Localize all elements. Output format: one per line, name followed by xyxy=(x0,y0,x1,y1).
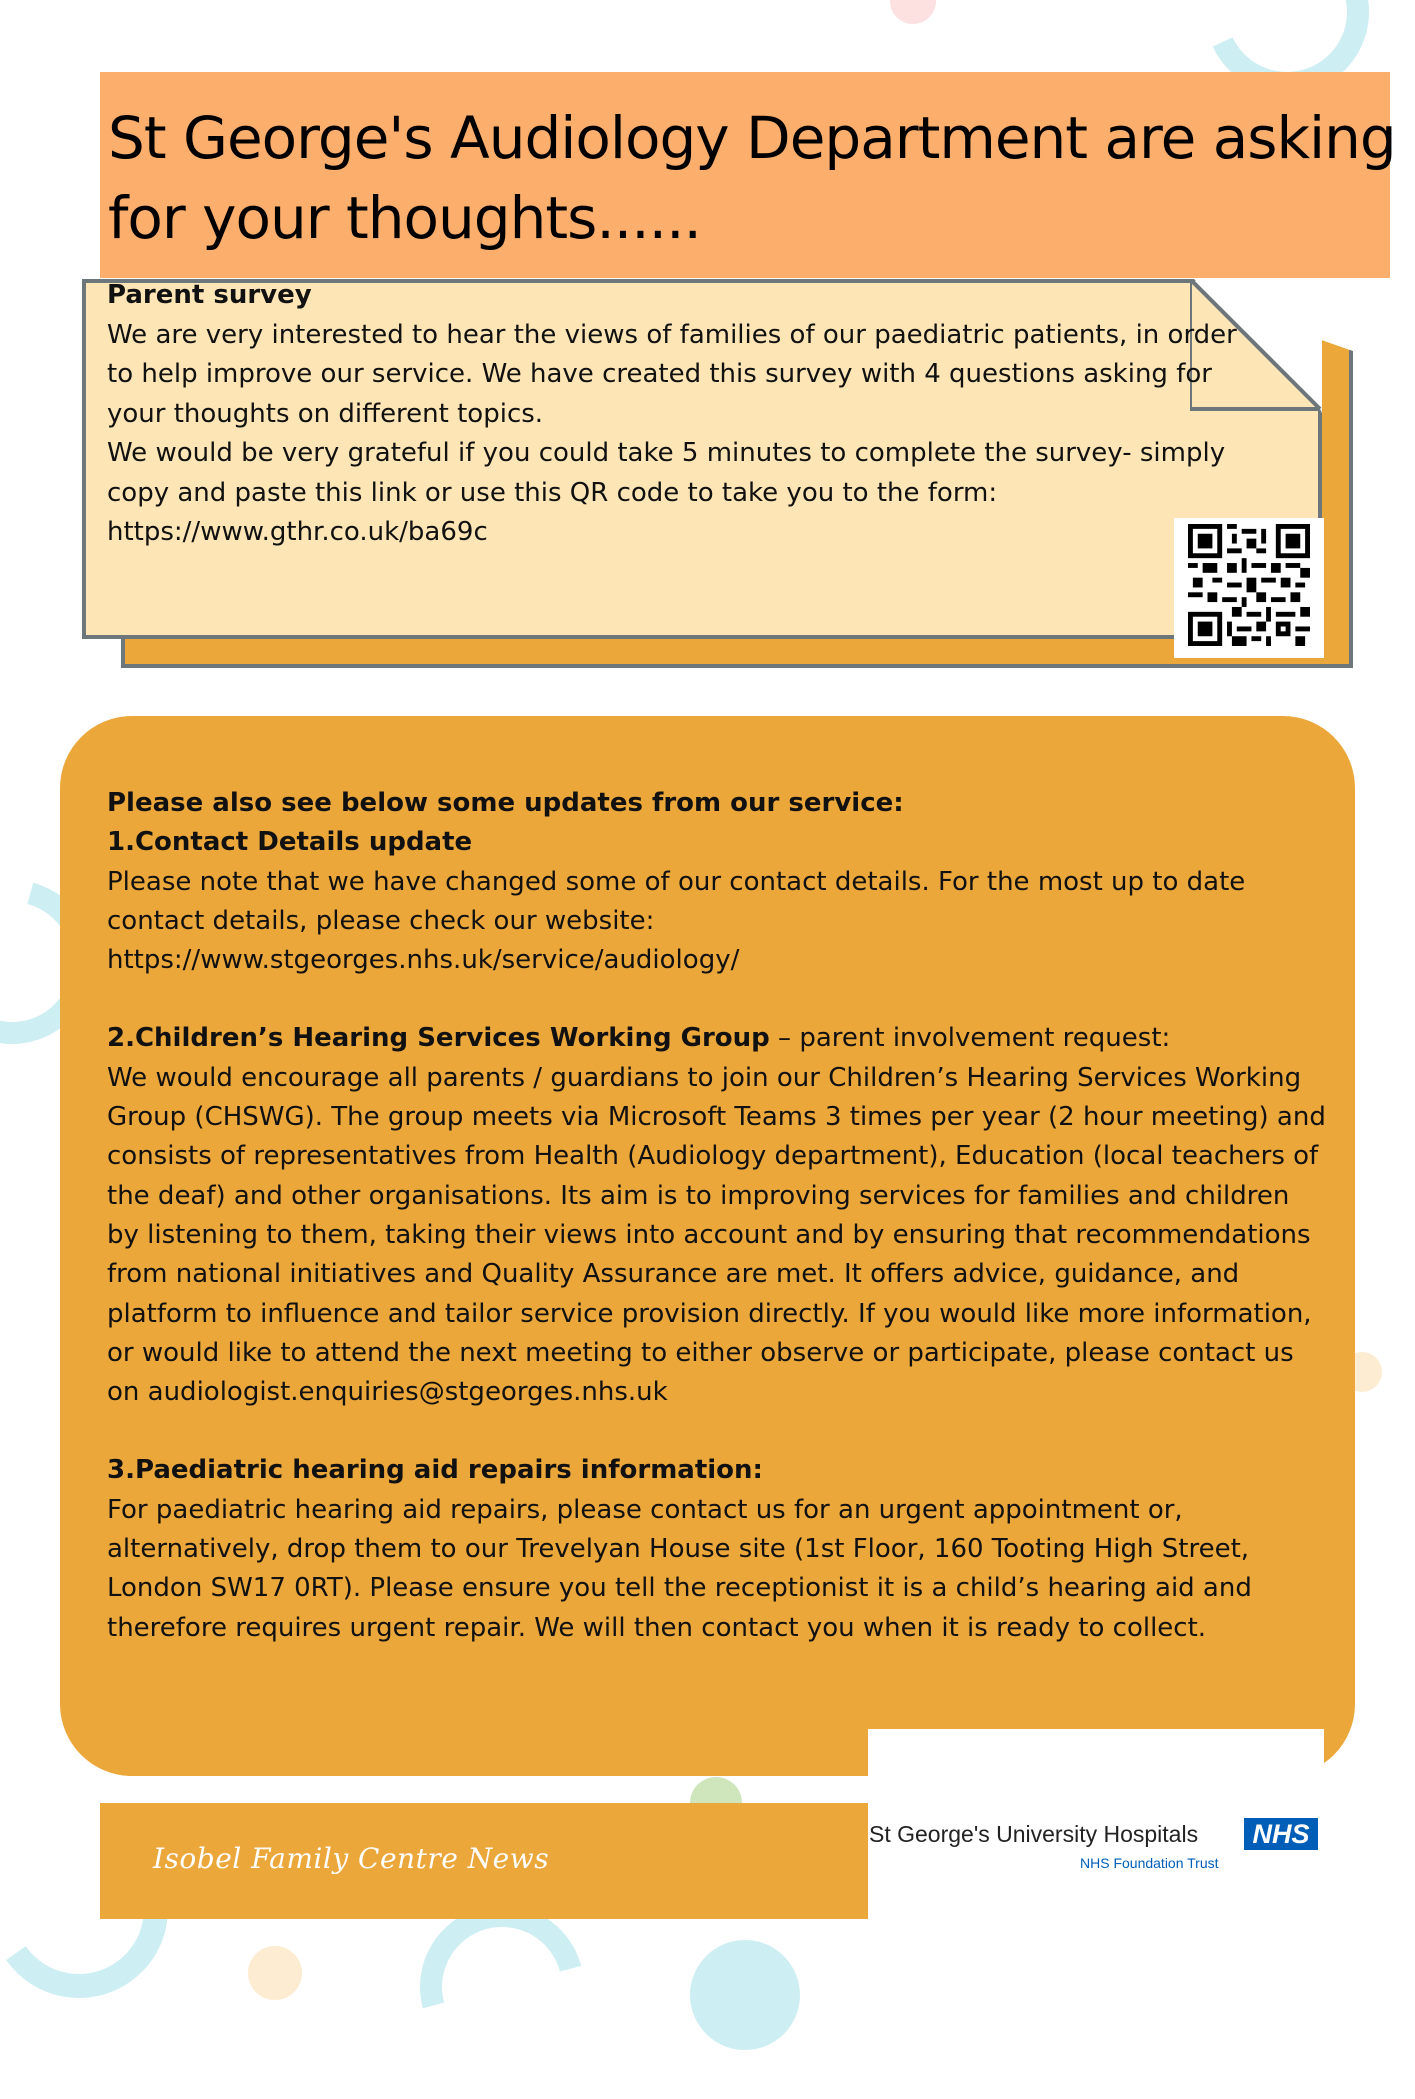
qr-code[interactable] xyxy=(1174,518,1324,658)
update-1-link[interactable]: https://www.stgeorges.nhs.uk/service/audiology/ xyxy=(107,945,740,976)
update-2-heading: 2.Children’s Hearing Services Working Group xyxy=(107,1023,770,1054)
decor-dot-top xyxy=(890,0,936,24)
survey-heading: Parent survey xyxy=(107,280,312,310)
update-1-body: Please note that we have changed some of our contact details. For the most up to date contact details, please check our website: xyxy=(107,866,1246,936)
spacer xyxy=(107,980,1327,1019)
footer-label: Isobel Family Centre News xyxy=(153,1842,550,1875)
spacer xyxy=(107,1412,1327,1451)
page-title: St George's Audiology Department are asking for your thoughts...... xyxy=(108,104,1396,252)
update-3-heading: 3.Paediatric hearing aid repairs information: xyxy=(107,1455,763,1486)
updates-intro: Please also see below some updates from our service: xyxy=(107,788,904,818)
logo-trust-name: NHS Foundation Trust xyxy=(1080,1855,1219,1871)
update-2-body: We would encourage all parents / guardians to join our Children’s Hearing Services Working Group (CHSWG). The group meets via Microsoft Teams 3 times per year (2 hour meeting) and consists of representatives from Health (Audiology department), Education (local teachers of the deaf) and other organisations. Its aim is to improving services for families and children by listening to them, taking their views into account and by ensuring that recommendations from national initiatives and Quality Assurance are met. It offers advice, guidance, and platform to influence and tailor service provision directly. If you would like more information, or would like to attend the next meeting to either observe or participate, please contact us on audiologist.enquiries@stgeorges.nhs.uk xyxy=(107,1062,1326,1408)
logo-hospital-name: St George's University Hospitals xyxy=(869,1821,1199,1847)
decor-dot-bottom-right xyxy=(690,1940,800,2050)
survey-paragraph-2: We would be very grateful if you could take 5 minutes to complete the survey- simply copy and paste this link or use this QR code to take you to the form: xyxy=(107,438,1226,508)
decor-dot-bottom xyxy=(248,1946,302,2000)
updates-text xyxy=(107,784,1327,1648)
update-2-heading-suffix: – parent involvement request: xyxy=(769,1023,1171,1054)
update-3-body: For paediatric hearing aid repairs, please contact us for an urgent appointment or, alternatively, drop them to our Trevelyan House site (1st Floor, 160 Tooting High Street, London SW17 0RT). Please ensure you tell the receptionist it is a child’s hearing aid and therefore requires urgent repair. We will then contact you when it is ready to collect. xyxy=(107,1494,1252,1643)
survey-link[interactable]: https://www.gthr.co.uk/ba69c xyxy=(107,517,488,547)
qr-code-icon xyxy=(1188,524,1310,646)
update-1-heading: 1.Contact Details update xyxy=(107,827,473,858)
survey-text xyxy=(107,276,1257,553)
survey-paragraph-1: We are very interested to hear the views of families of our paediatric patients, in order to help improve our service. We have created this survey with 4 questions asking for your thoughts on different topics. xyxy=(107,319,1237,429)
nhs-logo-badge: NHS xyxy=(1244,1818,1318,1850)
update-2-heading-line xyxy=(107,1019,1327,1058)
